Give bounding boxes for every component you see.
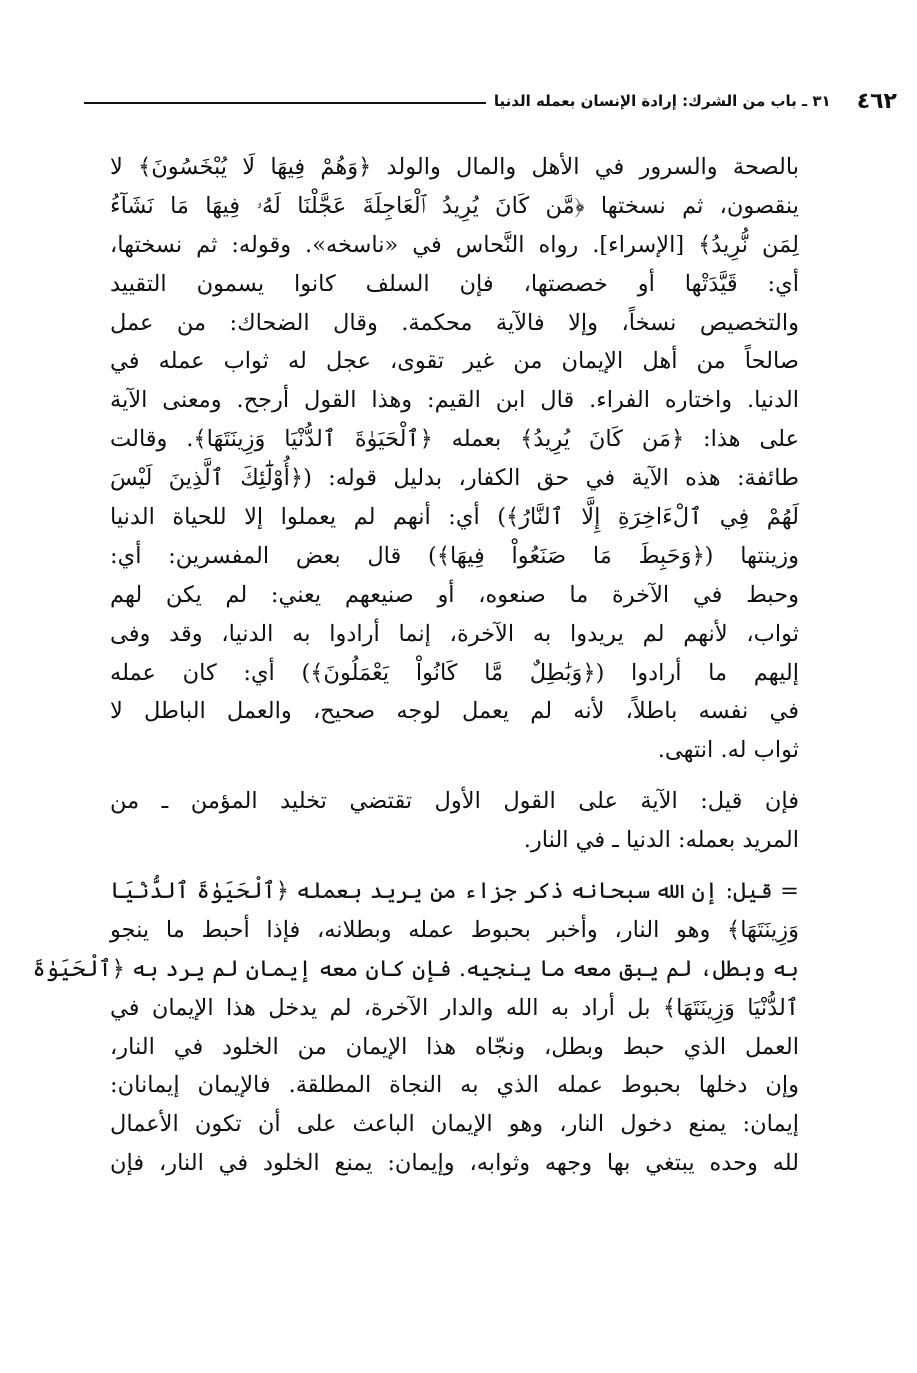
text-line: إيمان: يمنع دخول النار، وهو الإيمان الباعث على أن تكون الأعمال	[110, 1111, 799, 1138]
text-line: طائفة: هذه الآية في حق الكفار، بدليل قوله: (﴿أُوْلَٰٓئِكَ ٱلَّذِينَ لَيْسَ	[110, 465, 799, 492]
text-line: لَهُمْ فِي ٱلْءَاخِرَةِ إِلَّا ٱلنَّارُ﴾) أي: أنهم لم يعملوا إلا للحياة الدنيا	[110, 504, 799, 531]
text-line: إليهم ما أرادوا (﴿وَبَٰطِلٌ مَّا كَانُواْ يَعْمَلُونَ﴾) أي: كان عمله	[110, 659, 799, 686]
text-line: وزينتها (﴿وَحَبِطَ مَا صَنَعُواْ فِيهَا﴾) قال بعض المفسرين: أي:	[110, 542, 799, 569]
paragraph-gap	[110, 770, 799, 782]
text-line: فإن قيل: الآية على القول الأول تقتضي تخليد المؤمن ـ من	[110, 788, 799, 815]
text-line: الدنيا. واختاره الفراء. قال ابن القيم: وهذا القول أرجح. ومعنى الآية	[110, 387, 799, 414]
text-line: به وبطل، لم يبق معه ما ينجيه. فإن كان معه إيمان لم يرد به ﴿ٱلْحَيَوٰةَ	[32, 955, 799, 982]
text-line: بالصحة والسرور في الأهل والمال والولد ﴿وَهُمْ فِيهَا لَا يُبْخَسُونَ﴾ لا	[110, 154, 799, 180]
paragraph	[32, 872, 799, 1183]
text-line: على هذا: ﴿مَن كَانَ يُرِيدُ﴾ بعمله ﴿ٱلْحَيَوٰةَ ٱلدُّنْيَا وَزِينَتَهَا﴾. وقالت	[110, 426, 799, 453]
page-number: ٤٦٢	[856, 88, 897, 114]
text-line: لِمَن نُّرِيدُ﴾ [الإسراء]. رواه النَّحاس في «ناسخه». وقوله: ثم نسختها،	[110, 231, 799, 258]
paragraph-gap	[110, 860, 799, 872]
text-line: ينقصون، ثم نسختها ﴿مَّن كَانَ يُرِيدُ ٱلْعَاجِلَةَ عَجَّلْنَا لَهُۥ فِيهَا مَا نَشَآءُ	[110, 192, 799, 219]
text-line: ثواب، لأنهم لم يريدوا به الآخرة، إنما أرادوا به الدنيا، وقد وفى	[110, 620, 799, 647]
text-line: ٱلدُّنْيَا وَزِينَتَهَا﴾ بل أراد به الله والدار الآخرة، لم يدخل هذا الإيمان في	[110, 994, 799, 1021]
running-title: ٣١ ـ باب من الشرك: إرادة الإنسان بعمله الدنيا	[493, 92, 831, 110]
text-line: المريد بعمله: الدنيا ـ في النار.	[523, 827, 799, 854]
text-line: وحبط في الآخرة ما صنعوه، أو صنيعهم يعني: لم يكن لهم	[110, 581, 799, 608]
text-line: في نفسه باطلاً، لأنه لم يعمل لوجه صحيح، والعمل الباطل لا	[110, 698, 799, 725]
paragraph	[110, 148, 799, 770]
text-line: = قيل: إن الله سبحانه ذكر جزاء من يريد بعمله ﴿ٱلْحَيَوٰةَ ٱلدُّنْيَا	[110, 878, 799, 905]
text-line: أي: قَيَّدَتْها أو خصصتها، فإن السلف كانوا يسمون التقييد	[110, 270, 799, 297]
text-line: والتخصيص نسخاً، وإلا فالآية محكمة. وقال الضحاك: من عمل	[110, 309, 799, 336]
page-header	[84, 84, 897, 118]
text-line: ثواب له. انتهى.	[657, 737, 799, 764]
text-line: وَزِينَتَهَا﴾ وهو النار، وأخبر بحبوط عمله وبطلانه، فإذا أحبط ما ينجو	[110, 916, 799, 943]
text-line: وإن دخلها بحبوط عمله الذي به النجاة المطلقة. فالإيمان إيمانان:	[110, 1072, 799, 1099]
text-line: صالحاً من أهل الإيمان من غير تقوى، عجل له ثواب عمله في	[110, 348, 799, 375]
text-line: لله وحده يبتغي بها وجهه وثوابه، وإيمان: يمنع الخلود في النار، فإن	[110, 1150, 799, 1177]
header-rule	[84, 102, 486, 104]
paragraph	[110, 782, 799, 860]
page-body	[32, 148, 799, 1183]
text-line: العمل الذي حبط وبطل، ونجّاه هذا الإيمان من الخلود في النار،	[110, 1033, 799, 1060]
